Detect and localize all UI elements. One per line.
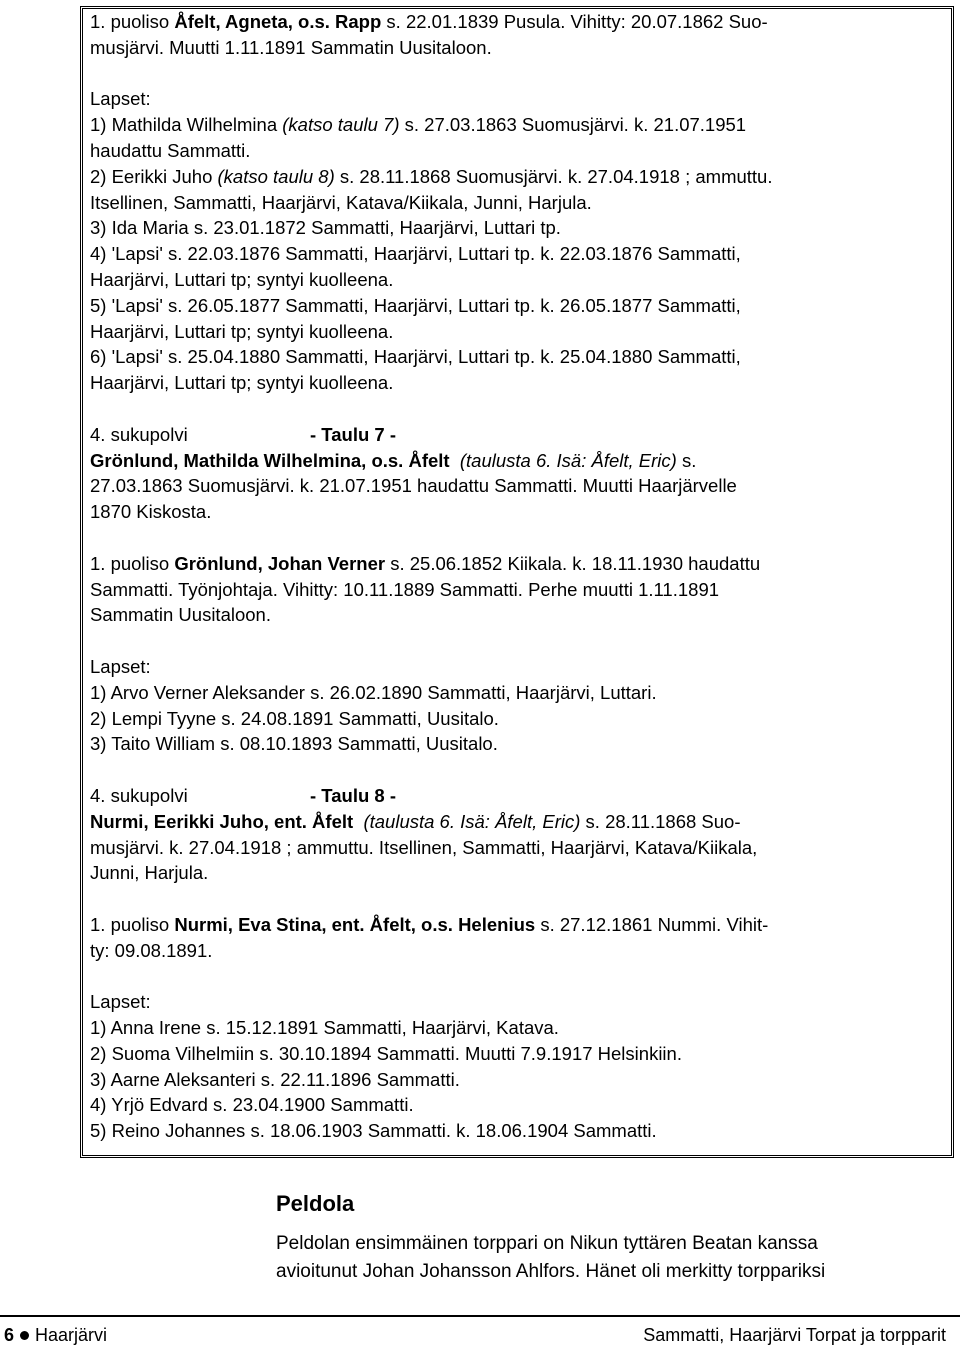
taulu-7-spouse-line-2: Sammatti. Työnjohtaja. Vihitty: 10.11.1889 Sammatti. Perhe muutti 1.11.1891 [90, 578, 720, 600]
taulu-7-header: 4. sukupolvi - Taulu 7 - [90, 423, 396, 445]
taulu-7-person: Grönlund, Mathilda Wilhelmina, o.s. Åfelt (taulusta 6. Isä: Åfelt, Eric) s. [90, 449, 697, 471]
list-item: 5) Reino Johannes s. 18.06.1903 Sammatti. k. 18.06.1904 Sammatti. [90, 1120, 657, 1142]
child-3: 3) Ida Maria s. 23.01.1872 Sammatti, Haarjärvi, Luttari tp. [90, 217, 561, 239]
taulu-8-spouse-line-2: ty: 09.08.1891. [90, 939, 213, 961]
paragraph-line: Peldolan ensimmäinen torppari on Nikun tyttären Beatan kanssa [276, 1233, 818, 1254]
footer-left-title: Haarjärvi [35, 1325, 108, 1345]
child-5-cont: Haarjärvi, Luttari tp; syntyi kuolleena. [90, 320, 394, 342]
taulu-7-line-3: 1870 Kiskosta. [90, 501, 212, 523]
child-1: 1) Mathilda Wilhelmina (katso taulu 7) s. 27.03.1863 Suomusjärvi. k. 21.07.1951 [90, 114, 747, 136]
list-item: 2) Lempi Tyyne s. 24.08.1891 Sammatti, Uusitalo. [90, 707, 499, 729]
taulu-8-children-label: Lapset: [90, 991, 151, 1013]
child-4: 4) 'Lapsi' s. 22.03.1876 Sammatti, Haarjärvi, Luttari tp. k. 22.03.1876 Sammatti, [90, 243, 741, 265]
footer-right-title: Sammatti, Haarjärvi Torpat ja torpparit [643, 1325, 946, 1345]
taulu-8-header: 4. sukupolvi - Taulu 8 - [90, 784, 396, 806]
taulu-7-children-label: Lapset: [90, 655, 151, 677]
taulu-8-line-2: musjärvi. k. 27.04.1918 ; ammuttu. Itsellinen, Sammatti, Haarjärvi, Katava/Kiikala, [90, 836, 758, 858]
taulu-8-spouse: 1. puoliso Nurmi, Eva Stina, ent. Åfelt, o.s. Helenius s. 27.12.1861 Nummi. Vihit- [90, 913, 769, 935]
child-5: 5) 'Lapsi' s. 26.05.1877 Sammatti, Haarjärvi, Luttari tp. k. 26.05.1877 Sammatti, [90, 294, 741, 316]
children-label: Lapset: [90, 88, 151, 110]
spouse-line-1: 1. puoliso Åfelt, Agneta, o.s. Rapp s. 22.01.1839 Pusula. Vihitty: 20.07.1862 Suo- [90, 11, 768, 32]
child-6: 6) 'Lapsi' s. 25.04.1880 Sammatti, Haarjärvi, Luttari tp. k. 25.04.1880 Sammatti, [90, 346, 741, 368]
child-2-cont: Itsellinen, Sammatti, Haarjärvi, Katava/Kiikala, Junni, Harjula. [90, 191, 592, 213]
peldola-section [276, 1190, 946, 1286]
list-item: 3) Aarne Aleksanteri s. 22.11.1896 Sammatti. [90, 1068, 460, 1090]
footer-left [4, 1325, 107, 1346]
taulu-8-line-3: Junni, Harjula. [90, 862, 209, 884]
spouse-line-2: musjärvi. Muutti 1.11.1891 Sammatin Uusitaloon. [90, 36, 492, 58]
child-6-cont: Haarjärvi, Luttari tp; syntyi kuolleena. [90, 372, 394, 394]
list-item: 1) Anna Irene s. 15.12.1891 Sammatti, Haarjärvi, Katava. [90, 1017, 559, 1039]
page-number: 6 [4, 1325, 15, 1345]
page-footer [0, 1315, 960, 1349]
bullet-icon [20, 1331, 29, 1340]
list-item: 2) Suoma Vilhelmiin s. 30.10.1894 Sammatti. Muutti 7.9.1917 Helsinkiin. [90, 1042, 682, 1064]
section-heading: Peldola [276, 1191, 355, 1216]
paragraph-line: avioitunut Johan Johansson Ahlfors. Hänet oli merkitty torppariksi [276, 1261, 826, 1282]
list-item: 4) Yrjö Edvard s. 23.04.1900 Sammatti. [90, 1094, 414, 1116]
list-item: 1) Arvo Verner Aleksander s. 26.02.1890 Sammatti, Haarjärvi, Luttari. [90, 681, 657, 703]
child-4-cont: Haarjärvi, Luttari tp; syntyi kuolleena. [90, 268, 394, 290]
taulu-7-spouse-line-3: Sammatin Uusitaloon. [90, 604, 271, 626]
child-1-cont: haudattu Sammatti. [90, 139, 251, 161]
child-2: 2) Eerikki Juho (katso taulu 8) s. 28.11.1868 Suomusjärvi. k. 27.04.1918 ; ammuttu. [90, 165, 773, 187]
taulu-8-person: Nurmi, Eerikki Juho, ent. Åfelt (taulusta 6. Isä: Åfelt, Eric) s. 28.11.1868 Suo- [90, 810, 741, 832]
taulu-7-spouse: 1. puoliso Grönlund, Johan Verner s. 25.06.1852 Kiikala. k. 18.11.1930 haudattu [90, 552, 761, 574]
list-item: 3) Taito William s. 08.10.1893 Sammatti, Uusitalo. [90, 733, 498, 755]
taulu-7-line-2: 27.03.1863 Suomusjärvi. k. 21.07.1951 haudattu Sammatti. Muutti Haarjärvelle [90, 475, 737, 497]
document-body [90, 9, 940, 1144]
spouse-name: Åfelt, Agneta, o.s. Rapp [174, 11, 382, 32]
